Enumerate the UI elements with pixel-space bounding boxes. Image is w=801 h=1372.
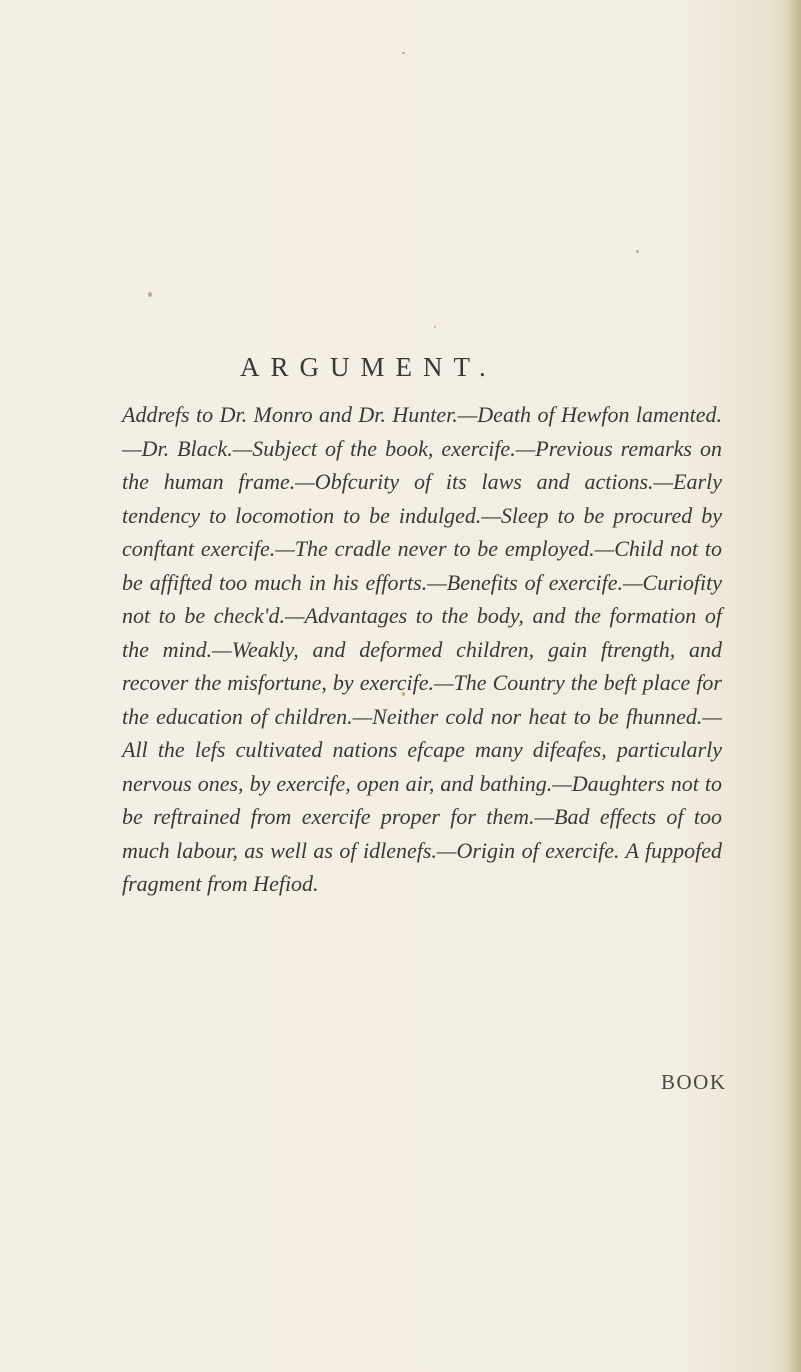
catchword: BOOK [661,1070,727,1094]
page-edge-shadow [787,0,801,1372]
argument-paragraph: Addrefs to Dr. Monro and Dr. Hunter.—Death of Hewfon lamented.—Dr. Black.—Subject of the book, exercife.—Previous remarks on the human frame.—Obfcurity of its laws and actions.—Early tendency to locomotion to be indulged.—Sleep to be procured by conftant exercife.—The cradle never to be employed.—Child not to be affifted too much in his efforts.—Benefits of exercife.—Curiofity not to be check'd.—Advantages to the body, and the formation of the mind.—Weakly, and deformed children, gain ftrength, and recover the misfortune, by exercife.—The Country the beft place for the education of children.—Neither cold nor heat to be fhunned.—All the lefs cultivated nations efcape many difeafes, particularly nervous ones, by exercife, open air, and bathing.—Daughters not to be reftrained from exercife proper for them.—Bad effects of too much labour, as well as of idlenefs.—Origin of exercife. A fuppofed fragment from Hefiod. [122,402,722,896]
paper-speck [402,52,405,54]
page-heading: ARGUMENT. [240,352,497,382]
paper-speck [148,292,152,297]
paper-speck [636,250,639,253]
paper-speck [434,326,436,328]
